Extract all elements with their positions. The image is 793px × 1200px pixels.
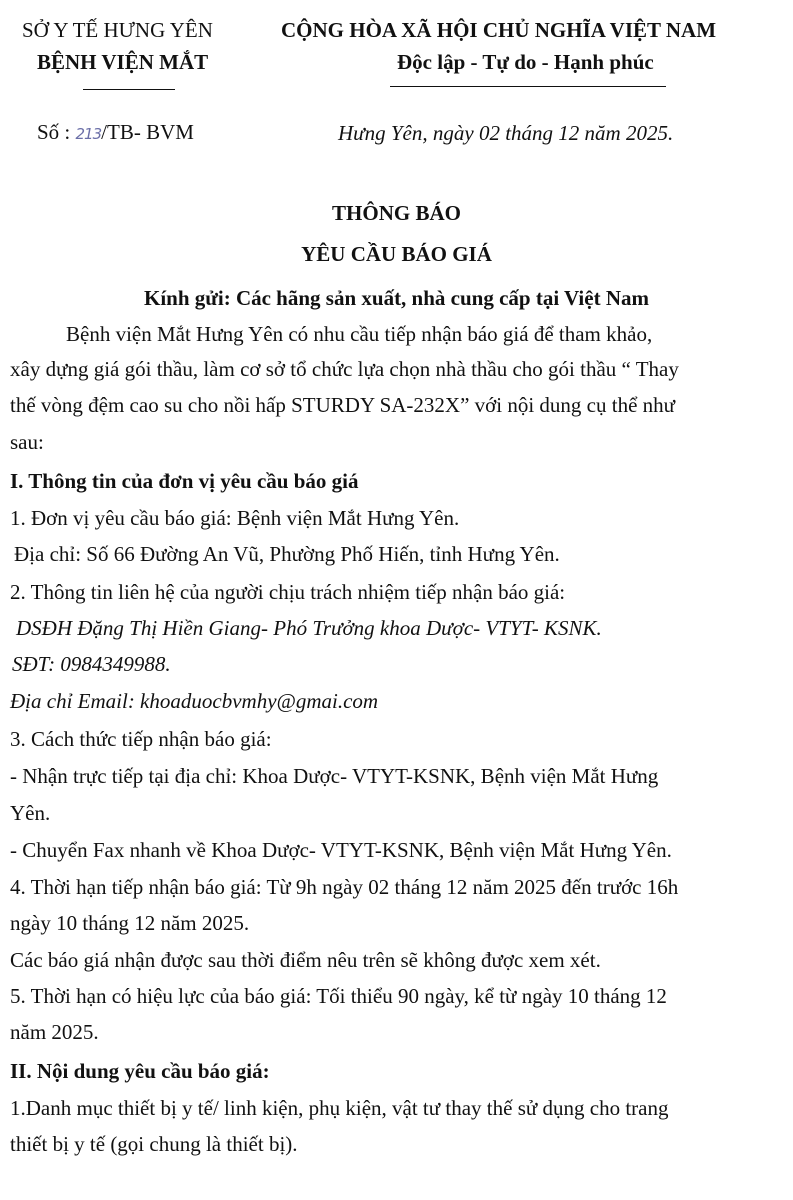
section-1-item-4-line-1: 4. Thời hạn tiếp nhận báo giá: Từ 9h ngày 02 tháng 12 năm 2025 đến trước 16h	[10, 875, 679, 899]
nation-motto: Độc lập - Tự do - Hạnh phúc	[397, 50, 654, 74]
intro-line-1: Bệnh viện Mắt Hưng Yên có nhu cầu tiếp nhận báo giá để tham khảo,	[66, 322, 653, 346]
date-line: Hưng Yên, ngày 02 tháng 12 năm 2025.	[338, 121, 674, 145]
org-department: SỞ Y TẾ HƯNG YÊN	[22, 18, 213, 42]
doc-number-suffix: /TB- BVM	[101, 120, 194, 144]
doc-subtitle: YÊU CẦU BÁO GIÁ	[301, 242, 492, 266]
method-2: - Chuyển Fax nhanh về Khoa Dược- VTYT-KSNK, Bệnh viện Mắt Hưng Yên.	[10, 838, 672, 862]
contact-email: Địa chỉ Email: khoaduocbvmhy@gmai.com	[10, 689, 379, 713]
section-2-item-1-line-2: thiết bị y tế (gọi chung là thiết bị).	[10, 1132, 298, 1156]
org-hospital: BỆNH VIỆN MẮT	[37, 50, 209, 74]
method-1-line-2: Yên.	[10, 801, 51, 825]
doc-title: THÔNG BÁO	[332, 201, 461, 225]
section-1-item-4-note: Các báo giá nhận được sau thời điểm nêu trên sẽ không được xem xét.	[10, 948, 601, 972]
section-1-item-4-line-2: ngày 10 tháng 12 năm 2025.	[10, 911, 250, 935]
section-1-heading: I. Thông tin của đơn vị yêu cầu báo giá	[10, 469, 359, 493]
section-1-item-5-line-2: năm 2025.	[10, 1020, 99, 1044]
contact-name: DSĐH Đặng Thị Hiền Giang- Phó Trưởng khoa Dược- VTYT- KSNK.	[16, 616, 602, 640]
recipient-line: Kính gửi: Các hãng sản xuất, nhà cung cấp tại Việt Nam	[143, 286, 649, 310]
org-underline	[83, 89, 175, 90]
section-1-item-1: 1. Đơn vị yêu cầu báo giá: Bệnh viện Mắt Hưng Yên.	[10, 506, 460, 530]
intro-line-2: xây dựng giá gói thầu, làm cơ sở tổ chức lựa chọn nhà thầu cho gói thầu “ Thay	[10, 357, 679, 381]
intro-line-4: sau:	[10, 430, 44, 454]
section-2-heading: II. Nội dung yêu cầu báo giá:	[10, 1059, 270, 1083]
doc-number-label: Số :	[37, 120, 71, 144]
contact-phone: SĐT: 0984349988.	[12, 652, 171, 676]
intro-line-3: thế vòng đệm cao su cho nồi hấp STURDY SA-232X” với nội dung cụ thể như	[10, 393, 676, 417]
document-number	[37, 120, 194, 145]
section-1-item-3: 3. Cách thức tiếp nhận báo giá:	[10, 727, 272, 751]
section-1-item-5-line-1: 5. Thời hạn có hiệu lực của báo giá: Tối thiểu 90 ngày, kể từ ngày 10 tháng 12	[10, 984, 667, 1008]
method-1-line-1: - Nhận trực tiếp tại địa chỉ: Khoa Dược- VTYT-KSNK, Bệnh viện Mắt Hưng	[10, 764, 659, 788]
nation-title: CỘNG HÒA XÃ HỘI CHỦ NGHĨA VIỆT NAM	[281, 18, 717, 42]
motto-underline	[390, 86, 666, 87]
section-1-item-2: 2. Thông tin liên hệ của người chịu trách nhiệm tiếp nhận báo giá:	[10, 580, 566, 604]
doc-number-handwritten: 213	[75, 125, 102, 143]
section-2-item-1-line-1: 1.Danh mục thiết bị y tế/ linh kiện, phụ kiện, vật tư thay thế sử dụng cho trang	[10, 1096, 669, 1120]
section-1-address: Địa chỉ: Số 66 Đường An Vũ, Phường Phố Hiến, tỉnh Hưng Yên.	[14, 542, 560, 566]
